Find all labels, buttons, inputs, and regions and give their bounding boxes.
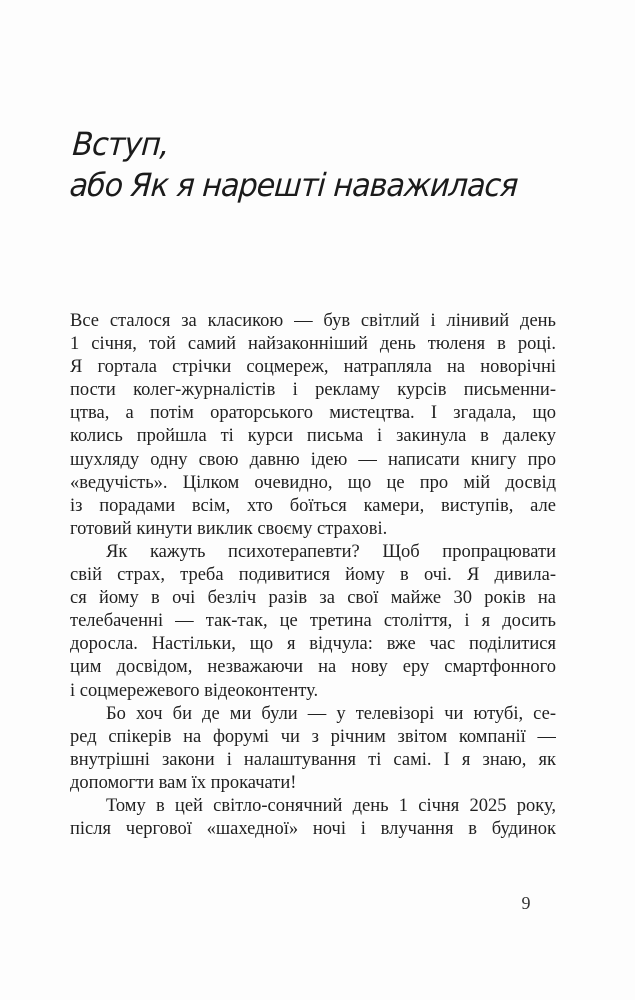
- text-line: після чергової «шахедної» ночі і влучання в будинок: [70, 819, 556, 840]
- text-line: «ведучість». Цілком очевидно, що це про мій досвід: [70, 472, 556, 493]
- text-line: 1 січня, той самий найзаконніший день тюленя в році.: [70, 334, 556, 355]
- text-line: готовий кинути виклик своєму страхові.: [70, 518, 388, 539]
- text-line: свій страх, треба подивитися йому в очі. Я дивила-: [70, 565, 556, 586]
- text-line: ся йому в очі безліч разів за свої майже 30 років на: [70, 588, 556, 609]
- paragraph: [70, 795, 556, 841]
- text-line: Тому в цей світло-сонячний день 1 січня 2025 року,: [106, 795, 556, 816]
- chapter-title: [68, 124, 521, 206]
- paragraph: [70, 310, 556, 541]
- text-line: шухляду одну свою давню ідею — написати книгу про: [70, 449, 556, 470]
- text-line: телебаченні — так-так, це третина століття, і я досить: [70, 611, 556, 632]
- text-line: цтва, а потім ораторського мистецтва. І згадала, що: [70, 403, 556, 424]
- text-line: доросла. Настільки, що я відчула: вже час поділитися: [70, 634, 556, 655]
- text-line: із порадами всім, хто боїться камери, виступів, але: [70, 495, 556, 516]
- text-line: ред спікерів на форумі чи з річним звітом компанії —: [70, 726, 556, 747]
- text-line: Як кажуть психотерапевти? Щоб пропрацювати: [106, 541, 556, 562]
- text-line: пости колег-журналістів і рекламу курсів письменни-: [70, 380, 556, 401]
- chapter-title-line2: або Як я нарешті наважилася: [68, 166, 519, 204]
- page-number: 9: [521, 893, 531, 913]
- paragraph: [70, 541, 556, 703]
- text-line: Бо хоч би де ми були — у телевізорі чи ютубі, се-: [106, 703, 556, 724]
- text-line: Все сталося за класикою — був світлий і лінивий день: [70, 311, 556, 331]
- paragraph: [70, 703, 556, 795]
- text-line: цим досвідом, незважаючи на нову еру смартфонного: [70, 657, 556, 678]
- text-line: Я гортала стрічки соцмереж, натрапляла на новорічні: [70, 357, 556, 378]
- body-text: [70, 310, 556, 841]
- text-line: допомогти вам їх прокачати!: [70, 772, 297, 793]
- text-line: колись пройшла ті курси письма і закинула в далеку: [70, 426, 556, 447]
- chapter-title-line1: Вступ,: [71, 125, 171, 163]
- text-line: і соцмережевого відеоконтенту.: [70, 680, 319, 701]
- text-line: внутрішні закони і налаштування ті самі. І я знаю, як: [70, 749, 556, 770]
